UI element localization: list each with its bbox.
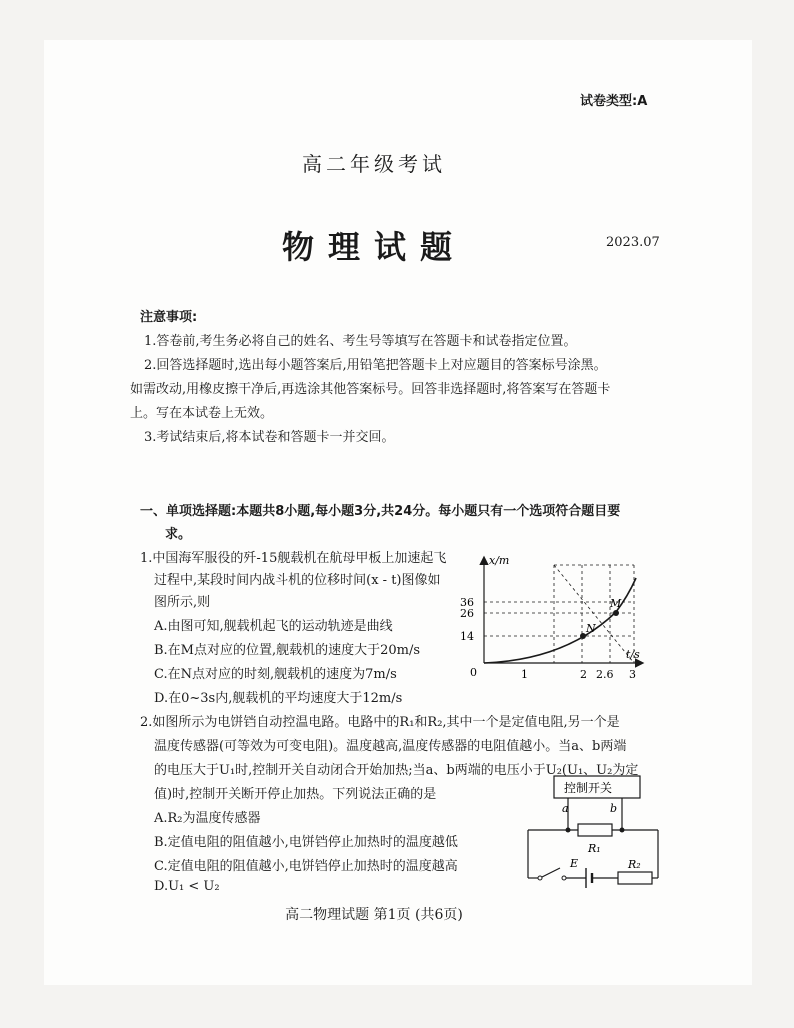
q2-stem-line: 2.如图所示为电饼铛自动控温电路。电路中的R₁和R₂,其中一个是定值电阻,另一个是 xyxy=(140,715,620,730)
note-line: 上。写在本试卷上无效。 xyxy=(130,406,274,421)
q2-option-c: C.定值电阻的阻值越小,电饼铛停止加热时的温度越高 xyxy=(154,859,458,874)
switch-lever xyxy=(540,868,560,878)
q1-stem-line: 1.中国海军服役的歼-15舰载机在航母甲板上加速起飞 xyxy=(140,551,447,566)
q1-option-a: A.由图可知,舰载机起飞的运动轨迹是曲线 xyxy=(154,619,393,634)
control-switch-label: 控制开关 xyxy=(564,781,613,795)
subject-title: 物理试题 xyxy=(281,228,466,266)
note-line: 3.考试结束后,将本试卷和答题卡一并交回。 xyxy=(144,430,395,445)
note-line: 如需改动,用橡皮擦干净后,再选涂其他答案标号。回答非选择题时,将答案写在答题卡 xyxy=(130,382,611,397)
graph-curve xyxy=(484,578,636,663)
graph-point-m xyxy=(613,610,619,616)
q2-option-b: B.定值电阻的阻值越小,电饼铛停止加热时的温度越低 xyxy=(154,835,458,850)
note-line: 1.答卷前,考生务必将自己的姓名、考生号等填写在答题卡和试卷指定位置。 xyxy=(144,334,577,349)
exam-date: 2023.07 xyxy=(606,235,660,250)
notes-heading: 注意事项: xyxy=(140,310,198,325)
graph-origin: 0 xyxy=(470,666,477,679)
resistor-r1 xyxy=(578,824,612,836)
exam-level-title: 高二年级考试 xyxy=(302,152,446,176)
graph-point-n-label: N xyxy=(586,622,596,635)
section-heading-cont: 求。 xyxy=(165,527,192,542)
graph-x-tick: 3 xyxy=(629,668,636,681)
graph-x-tick: 2.6 xyxy=(596,668,614,681)
terminal-a-label: a xyxy=(562,802,569,815)
graph-point-m-label: M xyxy=(610,597,622,610)
graph-y-tick: 26 xyxy=(460,607,474,620)
emf-label: E xyxy=(570,857,579,870)
exam-type-label: 试卷类型:A xyxy=(580,94,648,109)
q1-stem-line: 图所示,则 xyxy=(154,595,211,610)
q2-stem-line: 的电压大于U₁时,控制开关自动闭合开始加热;当a、b两端的电压小于U₂(U₁、U₂为定 xyxy=(154,763,639,778)
graph-x-tick: 2 xyxy=(580,668,587,681)
resistor-r2-label: R₂ xyxy=(628,858,641,871)
page-footer: 高二物理试题 第1页 (共6页) xyxy=(285,907,463,923)
resistor-r2 xyxy=(618,872,652,884)
terminal-b-label: b xyxy=(610,802,618,815)
q1-option-d: D.在0~3s内,舰载机的平均速度大于12m/s xyxy=(154,691,403,706)
q2-stem-line: 温度传感器(可等效为可变电阻)。温度越高,温度传感器的电阻值越小。当a、b两端 xyxy=(154,739,627,754)
q2-option-d: D.U₁ < U₂ xyxy=(154,879,220,894)
q1-stem-line: 过程中,某段时间内战斗机的位移时间(x - t)图像如 xyxy=(154,573,441,588)
note-line: 2.回答选择题时,选出每小题答案后,用铅笔把答题卡上对应题目的答案标号涂黑。 xyxy=(144,358,607,373)
graph-x-label: t/s xyxy=(626,648,640,661)
xt-graph xyxy=(456,552,652,706)
q2-stem-line: 值)时,控制开关断开停止加热。下列说法正确的是 xyxy=(154,787,437,802)
graph-x-tick: 1 xyxy=(521,668,528,681)
resistor-r1-label: R₁ xyxy=(588,842,601,855)
q1-option-b: B.在M点对应的位置,舰载机的速度大于20m/s xyxy=(154,643,421,658)
graph-y-tick: 14 xyxy=(460,630,474,643)
q1-option-c: C.在N点对应的时刻,舰载机的速度为7m/s xyxy=(154,667,397,682)
section-heading: 一、单项选择题:本题共8小题,每小题3分,共24分。每小题只有一个选项符合题目要 xyxy=(140,504,621,519)
q2-option-a: A.R₂为温度传感器 xyxy=(154,811,261,826)
exam-page xyxy=(44,40,752,985)
circuit-diagram xyxy=(522,774,672,896)
graph-y-tick: 36 xyxy=(460,596,474,609)
graph-y-label: x/m xyxy=(489,554,510,567)
